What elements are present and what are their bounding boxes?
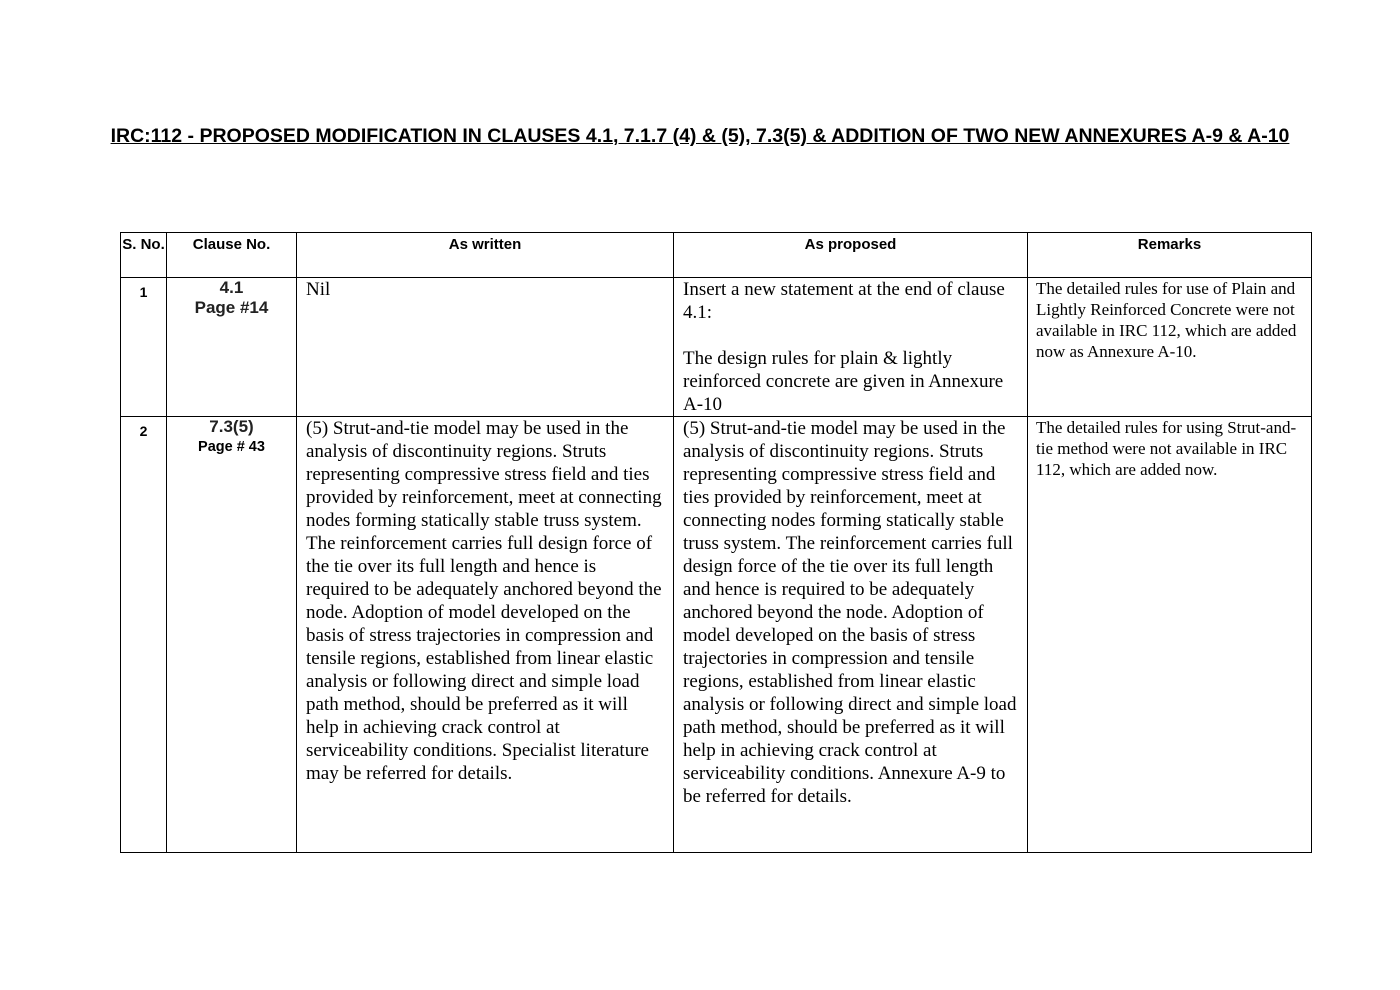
table-header-row xyxy=(121,233,1312,278)
row-as-proposed xyxy=(674,278,1028,417)
as-proposed-text-2: The design rules for plain & lightly reinforced concrete are given in Annexure A-10 xyxy=(683,348,1004,415)
table-row xyxy=(121,417,1312,853)
row-as-proposed xyxy=(674,417,1028,853)
as-proposed-text-1: Insert a new statement at the end of clause 4.1: xyxy=(683,279,1005,323)
header-clause-no: Clause No. xyxy=(167,233,297,278)
header-remarks: Remarks xyxy=(1028,233,1312,278)
row-sno: 1 xyxy=(121,278,167,417)
as-written-text: (5) Strut-and-tie model may be used in the analysis of discontinuity regions. Struts representing compressive stress field and ties provided by reinforcement, meet at connecting nodes forming statically stable truss system. The reinforcement carries full design force of the tie over its full length and hence is required to be adequately anchored beyond the node. Adoption of model developed on the basis of stress trajectories in compression and tensile regions, established from linear elastic analysis or following direct and simple load path method, should be preferred as it will help in achieving crack control at serviceability conditions. Specialist literature may be referred for details. xyxy=(306,418,662,784)
as-proposed-text: (5) Strut-and-tie model may be used in the analysis of discontinuity regions. Struts representing compressive stress field and ties provided by reinforcement, meet at connecting nodes forming statically stable truss system. The reinforcement carries full design force of the tie over its full length and hence is required to be adequately anchored beyond the node. Adoption of model developed on the basis of stress trajectories in compression and tensile regions, established from linear elastic analysis or following direct and simple load path method, should be preferred as it will help in achieving crack control at serviceability conditions. Annexure A-9 to be referred for details. xyxy=(683,418,1017,807)
document-title: IRC:112 - PROPOSED MODIFICATION IN CLAUSES 4.1, 7.1.7 (4) & (5), 7.3(5) & ADDITION OF TWO NEW ANNEXURES A-9 & A-10 xyxy=(110,125,1290,147)
as-written-text: Nil xyxy=(306,279,331,300)
row-as-written xyxy=(297,278,674,417)
row-sno: 2 xyxy=(121,417,167,853)
row-as-written xyxy=(297,417,674,853)
header-sno: S. No. xyxy=(121,233,167,278)
row-remarks xyxy=(1028,278,1312,417)
clause-number: 4.1 xyxy=(219,278,244,297)
table-row xyxy=(121,278,1312,417)
header-as-proposed: As proposed xyxy=(674,233,1028,278)
clause-page: Page #14 xyxy=(194,298,269,317)
clause-page: Page # 43 xyxy=(198,439,265,455)
remarks-text: The detailed rules for using Strut-and-tie method were not available in IRC 112, which are added now. xyxy=(1036,418,1297,479)
remarks-text: The detailed rules for use of Plain and Lightly Reinforced Concrete were not available in IRC 112, which are added now as Annexure A-10. xyxy=(1036,279,1297,361)
row-clause xyxy=(167,417,297,853)
clause-number: 7.3(5) xyxy=(209,417,254,436)
header-as-written: As written xyxy=(297,233,674,278)
row-remarks xyxy=(1028,417,1312,853)
modification-table xyxy=(120,232,1312,853)
row-clause xyxy=(167,278,297,417)
